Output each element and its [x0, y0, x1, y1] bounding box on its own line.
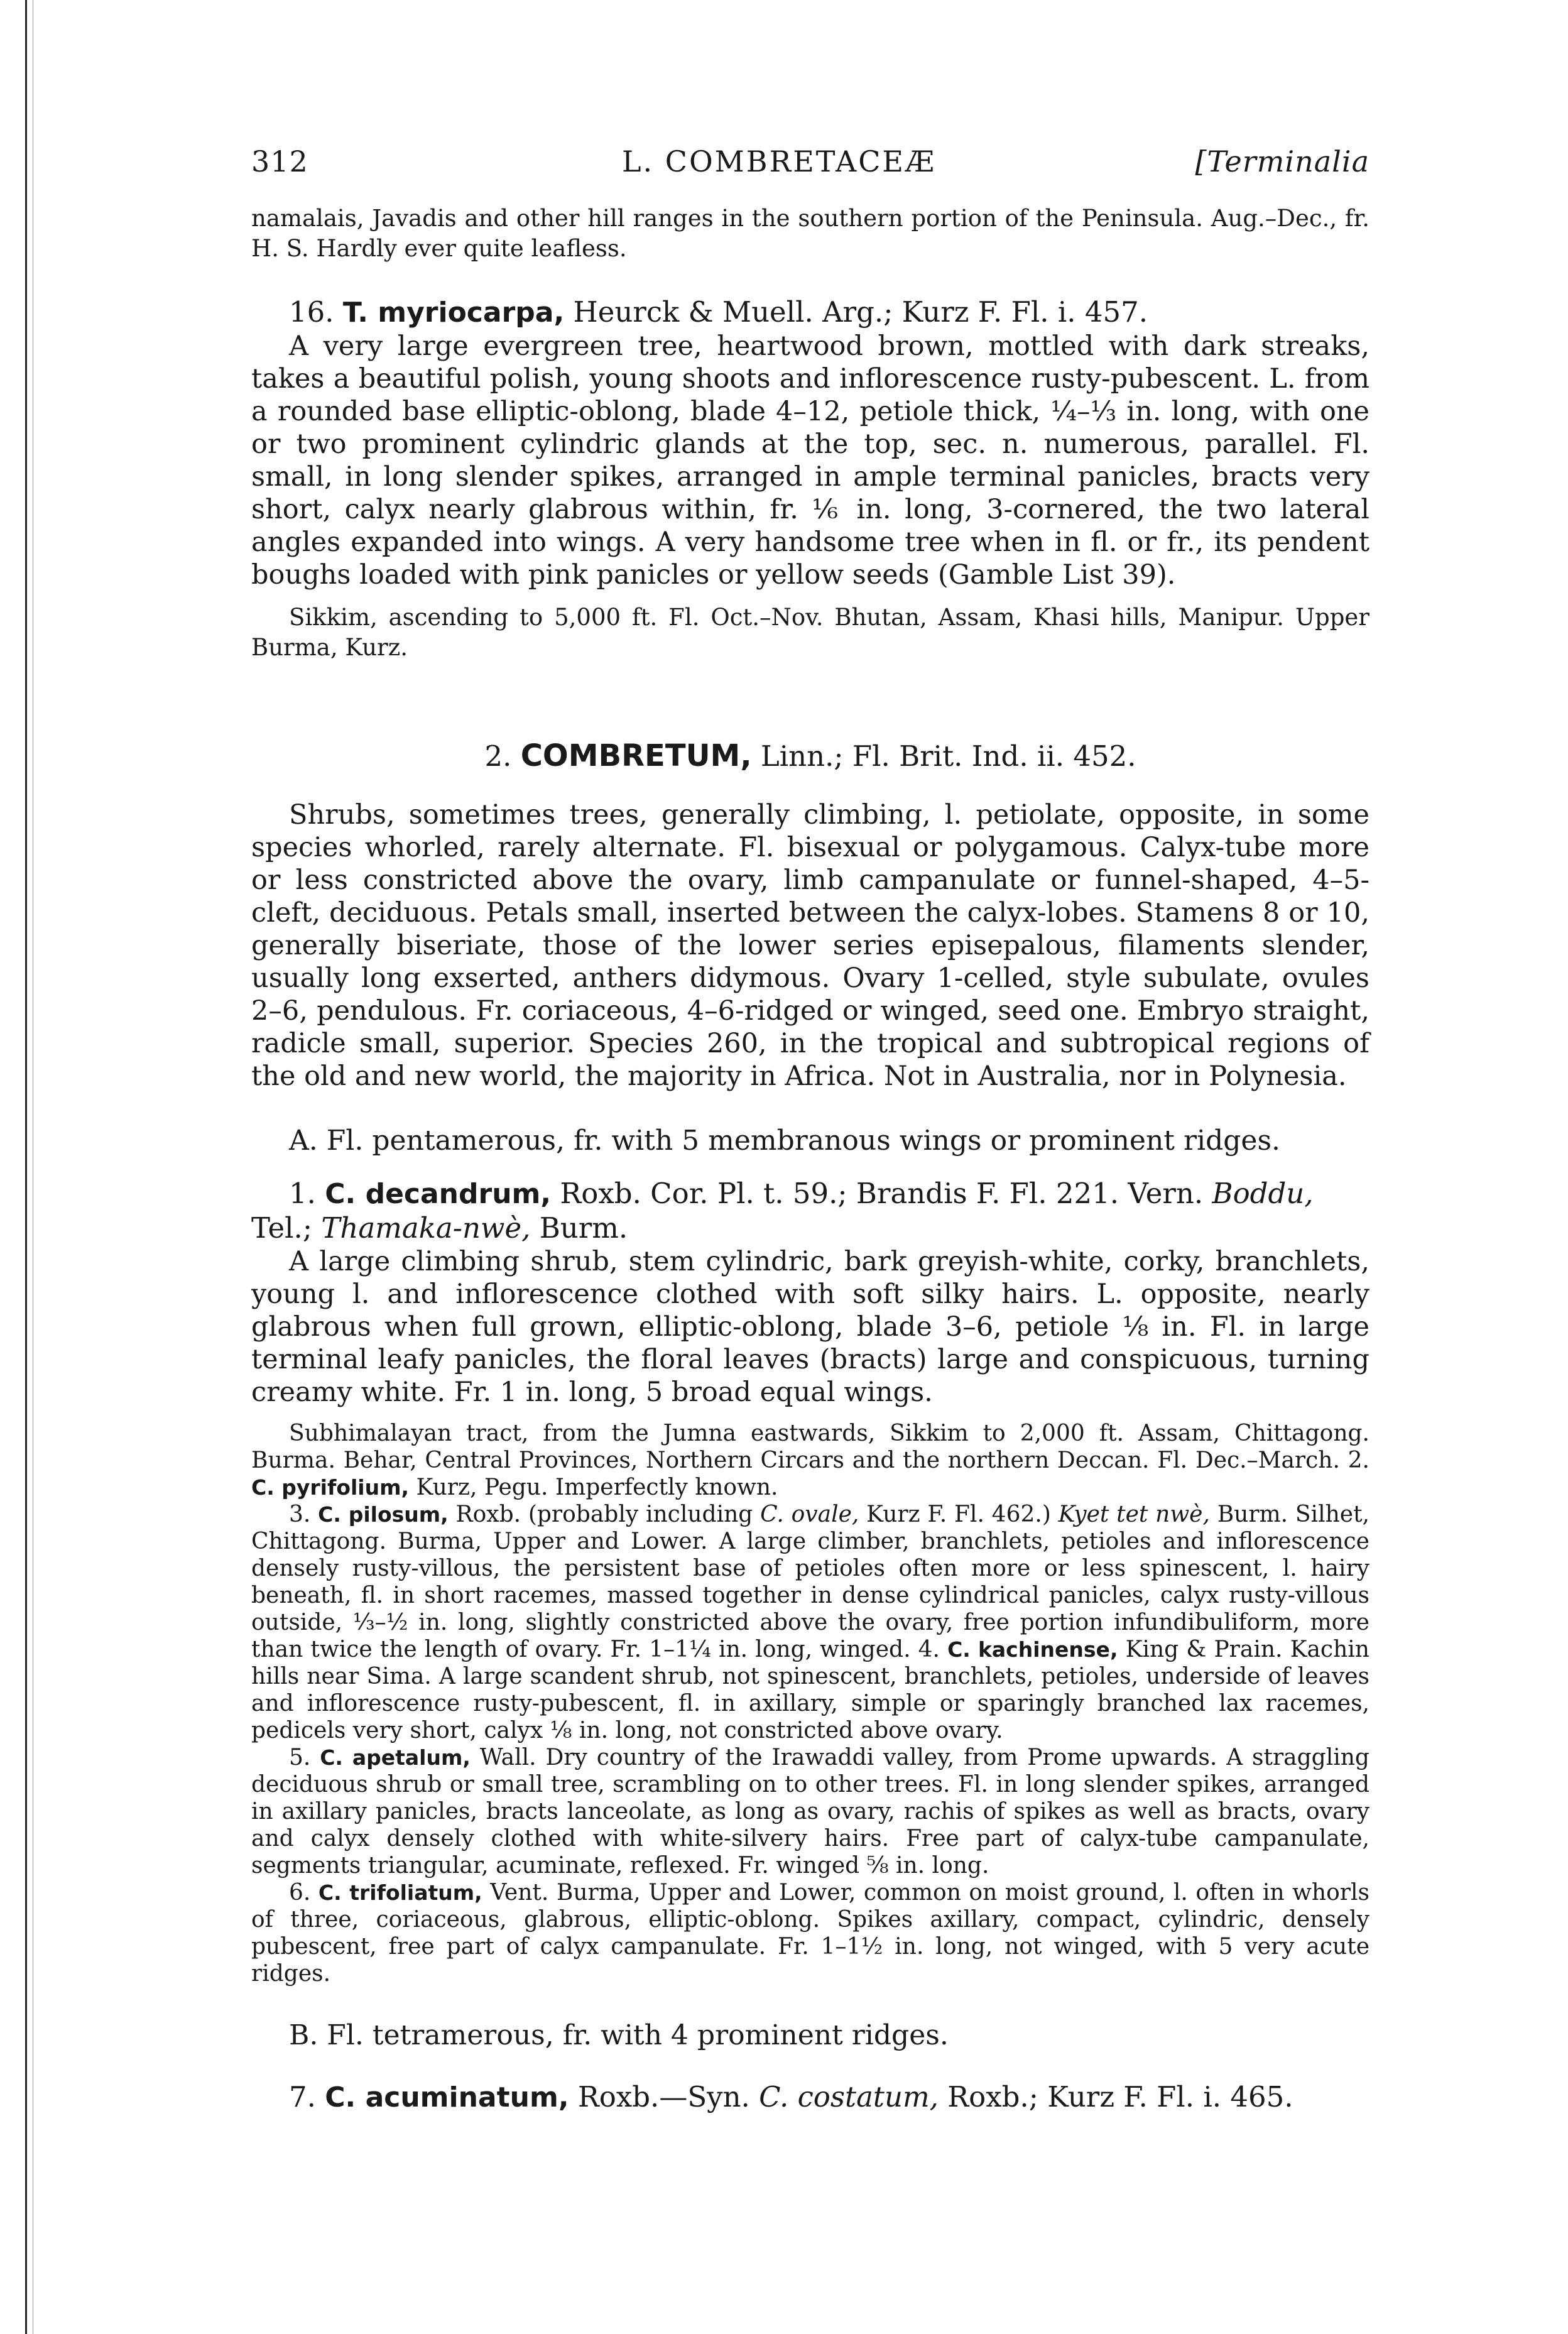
section-b-heading: B. Fl. tetramerous, fr. with 4 prominent ridges.	[289, 2019, 949, 2051]
species-authority: Roxb. Cor. Pl. t. 59.; Brandis F. Fl. 221. Vern.	[560, 1177, 1204, 1210]
species-number: 7.	[289, 2080, 316, 2113]
species-name: C. kachinense,	[947, 1637, 1118, 1662]
species-authority: Heurck & Muell. Arg.; Kurz F. Fl. i. 457.	[573, 295, 1148, 329]
genus-description: Shrubs, sometimes trees, generally climbing, l. petiolate, opposite, in some species whorled, rarely alternate. Fl. bisexual or polygamous. Calyx-tube more or less constricted above the ovary, limb campanulate or funnel-shaped, 4–5-cleft, deciduous. Petals small, inserted between the calyx-lobes. Stamens 8 or 10, generally biseriate, those of the lower series episepalous, filaments slender, usually long exserted, anthers didymous. Ovary 1-celled, style subulate, ovules 2–6, pendulous. Fr. coriaceous, 4–6-ridged or winged, seed one. Embryo straight, radicle small, superior. Species 260, in the tropical and subtropical regions of the old and new world, the majority in Africa. Not in Australia, nor in Polynesia.	[251, 799, 1369, 1092]
species-notes-c1-c2	[251, 1420, 1369, 1501]
species-note: Vent. Burma, Upper and Lower, common on moist ground, l. often in whorls of three, coriaceous, glabrous, elliptic-oblong. Spikes axillary, compact, cylindric, densely pubescent, free part of calyx campanulate. Fr. 1–1½ in. long, not winged, with 5 very acute ridges.	[251, 1880, 1369, 1987]
genus-authority: Linn.; Fl. Brit. Ind. ii. 452.	[760, 739, 1136, 773]
species-name: C. apetalum,	[320, 1745, 471, 1770]
book-page	[251, 145, 1369, 2115]
species-name: C. decandrum,	[325, 1178, 552, 1210]
genus-heading-combretum	[251, 738, 1369, 773]
species-number: 4.	[918, 1637, 940, 1662]
species-name: C. pyrifolium,	[251, 1475, 410, 1500]
species-heading-t16	[251, 295, 1369, 330]
species-heading-c1	[251, 1177, 1369, 1245]
species-note: Kurz F. Fl. 462.)	[866, 1502, 1051, 1527]
species-number: 2.	[1348, 1448, 1369, 1473]
synonym-name: C. costatum,	[759, 2080, 939, 2113]
genus-section-marker: [Terminalia	[1195, 145, 1369, 178]
vernacular-name: Kyet tet nwè,	[1058, 1502, 1210, 1527]
species-notes-c6	[251, 1879, 1369, 1987]
genus-name: COMBRETUM,	[520, 738, 752, 773]
species-number: 16.	[289, 295, 334, 329]
species-note: Burm. Silhet, Chittagong. Burma, Upper and Lower. A large climber, branchlets, petioles and inflorescence densely rusty-villous, the persistent base of petioles often more or less spinescent, l. hairy beneath, fl. in short racemes, massed together in dense cylindrical panicles, calyx rusty-villous outside, ⅓–½ in. long, slightly constricted above the ovary, free portion infundibuliform, more than twice the length of ovary. Fr. 1–1¼ in. long, winged.	[251, 1502, 1369, 1662]
family-title: L. COMBRETACEÆ	[621, 145, 937, 178]
vernacular-name: Boddu,	[1212, 1177, 1314, 1210]
species-distribution-c1: Subhimalayan tract, from the Jumna eastwards, Sikkim to 2,000 ft. Assam, Chittagong. Burma. Behar, Central Provinces, Northern Circars and the northern Deccan. Fl. Dec.–March.	[251, 1421, 1369, 1473]
species-notes-c3-c4	[251, 1501, 1369, 1744]
synonym-name: C. ovale,	[760, 1502, 859, 1527]
species-distribution-t16: Sikkim, ascending to 5,000 ft. Fl. Oct.–Nov. Bhutan, Assam, Khasi hills, Manipur. Upper Burma, Kurz.	[251, 604, 1369, 661]
species-note: Kurz, Pegu. Imperfectly known.	[416, 1475, 778, 1500]
species-number: 1.	[289, 1177, 316, 1210]
species-name: C. acuminatum,	[325, 2081, 569, 2113]
species-number: 6.	[289, 1880, 311, 1906]
species-note: King & Prain. Kachin hills near Sima. A large scandent shrub, not spinescent, branchlets, petioles, underside of leaves and inflorescence rusty-pubescent, fl. in axillary, simple or sparingly branched lax racemes, pedicels very short, calyx ⅛ in. long, not constricted above ovary.	[251, 1637, 1369, 1743]
species-authority: Roxb.—Syn.	[577, 2080, 750, 2113]
genus-number: 2.	[484, 739, 512, 773]
species-name: T. myriocarpa,	[342, 297, 565, 329]
vernacular-name: Thamaka-nwè,	[321, 1211, 531, 1245]
section-a-heading: A. Fl. pentamerous, fr. with 5 membranous wings or prominent ridges.	[289, 1125, 1281, 1157]
species-name: C. trifoliatum,	[318, 1880, 482, 1905]
running-head	[251, 145, 1369, 178]
species-name: C. pilosum,	[318, 1502, 449, 1527]
vernacular-language: Tel.;	[251, 1211, 313, 1245]
species-note: Wall. Dry country of the Irawaddi valley, from Prome upwards. A straggling deciduous shrub or small tree, scrambling on to other trees. Fl. in long slender spikes, arranged in axillary panicles, bracts lanceolate, as long as ovary, rachis of spikes as well as bracts, ovary and calyx densely clothed with white-silvery hairs. Free part of calyx-tube campanulate, segments triangular, acuminate, reflexed. Fr. winged ⅝ in. long.	[251, 1745, 1369, 1879]
species-description-t16: A very large evergreen tree, heartwood brown, mottled with dark streaks, takes a beautiful polish, young shoots and inflorescence rusty-pubescent. L. from a rounded base elliptic-oblong, blade 4–12, petiole thick, ¼–⅓ in. long, with one or two prominent cylindric glands at the top, sec. n. numerous, parallel. Fl. small, in long slender spikes, arranged in ample terminal panicles, bracts very short, calyx nearly glabrous within, fr. ⅙ in. long, 3-cornered, the two lateral angles expanded into wings. A very handsome tree when in fl. or fr., its pendent boughs loaded with pink panicles or yellow seeds (Gamble List 39).	[251, 330, 1369, 591]
intro-location-paragraph: namalais, Javadis and other hill ranges in the southern portion of the Peninsula. Aug.–Dec., fr. H. S. Hardly ever quite leafless.	[251, 205, 1369, 262]
species-notes-c5	[251, 1744, 1369, 1879]
species-description-c1: A large climbing shrub, stem cylindric, bark greyish-white, corky, branchlets, young l. and inflorescence clothed with soft silky hairs. L. opposite, nearly glabrous when full grown, elliptic-oblong, blade 3–6, petiole ⅛ in. Fl. in large terminal leafy panicles, the floral leaves (bracts) large and conspicuous, turning creamy white. Fr. 1 in. long, 5 broad equal wings.	[251, 1246, 1369, 1408]
page-number: 312	[251, 145, 308, 178]
species-number: 3.	[289, 1502, 311, 1527]
species-heading-c7	[251, 2080, 1369, 2115]
species-note: Roxb. (probably including	[455, 1502, 753, 1527]
species-authority: Roxb.; Kurz F. Fl. i. 465.	[947, 2080, 1293, 2113]
binding-edge-line	[25, 0, 27, 2334]
species-number: 5.	[289, 1745, 311, 1770]
vernacular-language: Burm.	[539, 1211, 628, 1245]
